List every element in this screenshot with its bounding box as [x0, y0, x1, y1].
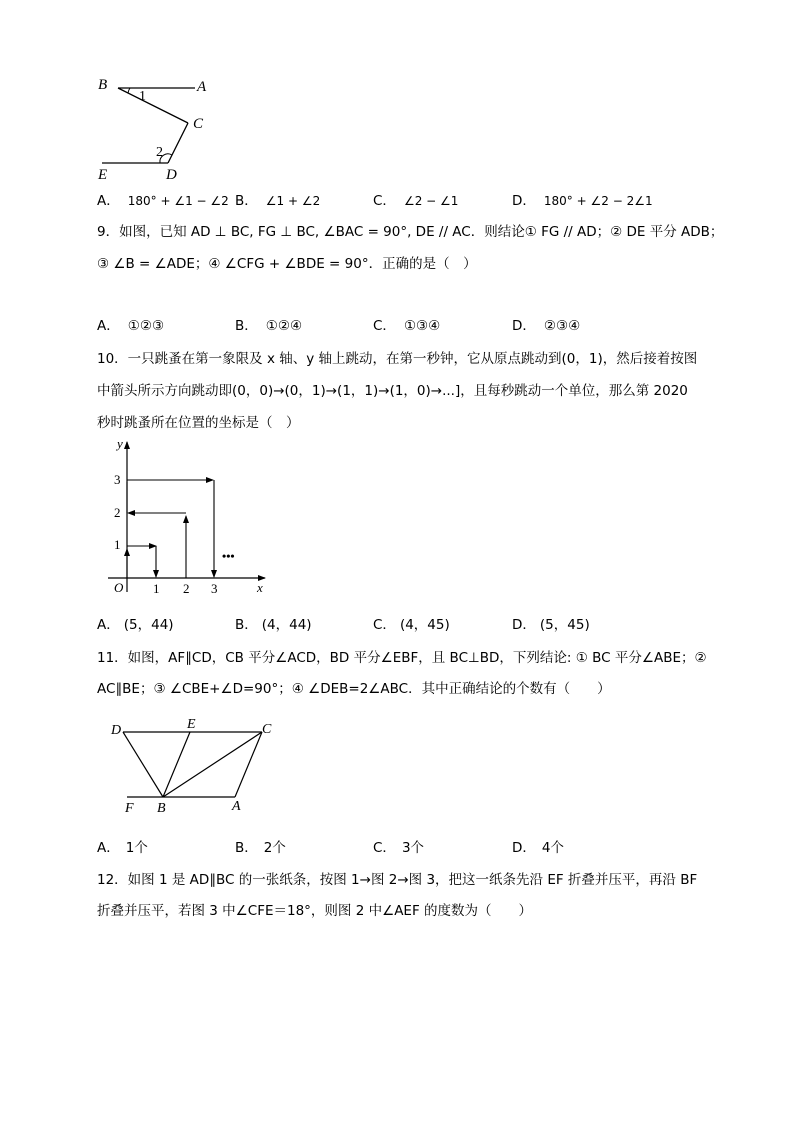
y-tick-1: 1: [114, 537, 121, 552]
q11-option-c[interactable]: C． 3个: [373, 840, 425, 856]
q10-option-d[interactable]: D． (5，45): [512, 617, 590, 633]
y-tick-2: 2: [114, 505, 121, 520]
q9-option-b[interactable]: B． ①②④: [235, 318, 303, 334]
q9-option-d[interactable]: D． ②③④: [512, 318, 581, 334]
label-a: A: [232, 799, 241, 814]
line-bc: [163, 732, 262, 797]
line-cd: [168, 123, 188, 163]
q11-option-b[interactable]: B． 2个: [235, 840, 286, 856]
line-be: [163, 732, 190, 797]
x-tick-3: 3: [211, 581, 218, 596]
q8-option-b[interactable]: B． ∠1 + ∠2: [235, 193, 321, 209]
q11-line-2: AC∥BE；③ ∠CBE+∠D=90°；④ ∠DEB=2∠ABC．其中正确结论的个数有（ ）: [97, 681, 611, 697]
label-f: F: [125, 801, 134, 816]
label-a: A: [197, 79, 207, 95]
label-d: D: [166, 167, 177, 183]
q10-figure: [100, 432, 280, 602]
continuation-dots: •••: [222, 549, 235, 563]
label-b: B: [157, 801, 166, 816]
q10-option-b[interactable]: B． (4，44): [235, 617, 312, 633]
q10-line-3: 秒时跳蚤所在位置的坐标是（ ）: [97, 415, 300, 431]
q10-option-c[interactable]: C． (4，45): [373, 617, 450, 633]
q8-figure: [90, 70, 220, 185]
label-e: E: [187, 717, 196, 732]
q8-option-d[interactable]: D． 180° + ∠2 − 2∠1: [512, 193, 653, 209]
q10-line-1: 10．一只跳蚤在第一象限及 x 轴、y 轴上跳动，在第一秒钟，它从原点跳动到(0，1)，然后接着按图: [97, 351, 698, 367]
angle-1-arc: [128, 88, 130, 93]
line-db: [123, 732, 163, 797]
q9-line-1: 9．如图，已知 AD ⊥ BC, FG ⊥ BC, ∠BAC = 90°, DE // AC．则结论① FG // AD；② DE 平分 ADB；: [97, 224, 724, 240]
x-axis-label: x: [257, 580, 263, 595]
q8-option-a[interactable]: A． 180° + ∠1 − ∠2: [97, 193, 229, 209]
q11-option-d[interactable]: D． 4个: [512, 840, 564, 856]
label-c: C: [262, 722, 272, 737]
line-ca: [235, 732, 262, 797]
x-tick-1: 1: [153, 581, 160, 596]
q12-line-2: 折叠并压平，若图 3 中∠CFE＝18°，则图 2 中∠AEF 的度数为（ ）: [97, 903, 533, 919]
label-b: B: [98, 77, 108, 93]
q10-option-a[interactable]: A． (5，44): [97, 617, 174, 633]
y-axis-label: y: [117, 436, 123, 451]
q11-option-a[interactable]: A． 1个: [97, 840, 148, 856]
label-1: 1: [139, 89, 146, 104]
label-d: D: [111, 723, 122, 738]
q9-option-a[interactable]: A． ①②③: [97, 318, 165, 334]
q12-line-1: 12．如图 1 是 AD∥BC 的一张纸条，按图 1→图 2→图 3，把这一纸条先沿 EF 折叠并压平，再沿 BF: [97, 872, 698, 888]
x-tick-2: 2: [183, 581, 190, 596]
label-e: E: [98, 167, 108, 183]
line-bc: [118, 88, 188, 123]
q9-line-2: ③ ∠B = ∠ADE；④ ∠CFG + ∠BDE = 90°．正确的是（ ）: [97, 256, 477, 272]
label-c: C: [193, 116, 204, 132]
label-2: 2: [156, 145, 163, 160]
q11-line-1: 11．如图，AF∥CD，CB 平分∠ACD，BD 平分∠EBF，且 BC⊥BD，下列结论: ① BC 平分∠ABE；②: [97, 650, 707, 666]
y-tick-3: 3: [114, 472, 121, 487]
q10-line-2: 中箭头所示方向跳动即(0，0)→(0，1)→(1，1)→(1，0)→...]，且每秒跳动一个单位，那么第 2020: [97, 383, 688, 399]
q9-option-c[interactable]: C． ①③④: [373, 318, 441, 334]
q11-figure: [105, 712, 285, 817]
origin-label: O: [114, 580, 124, 595]
q8-option-c[interactable]: C． ∠2 − ∠1: [373, 193, 459, 209]
